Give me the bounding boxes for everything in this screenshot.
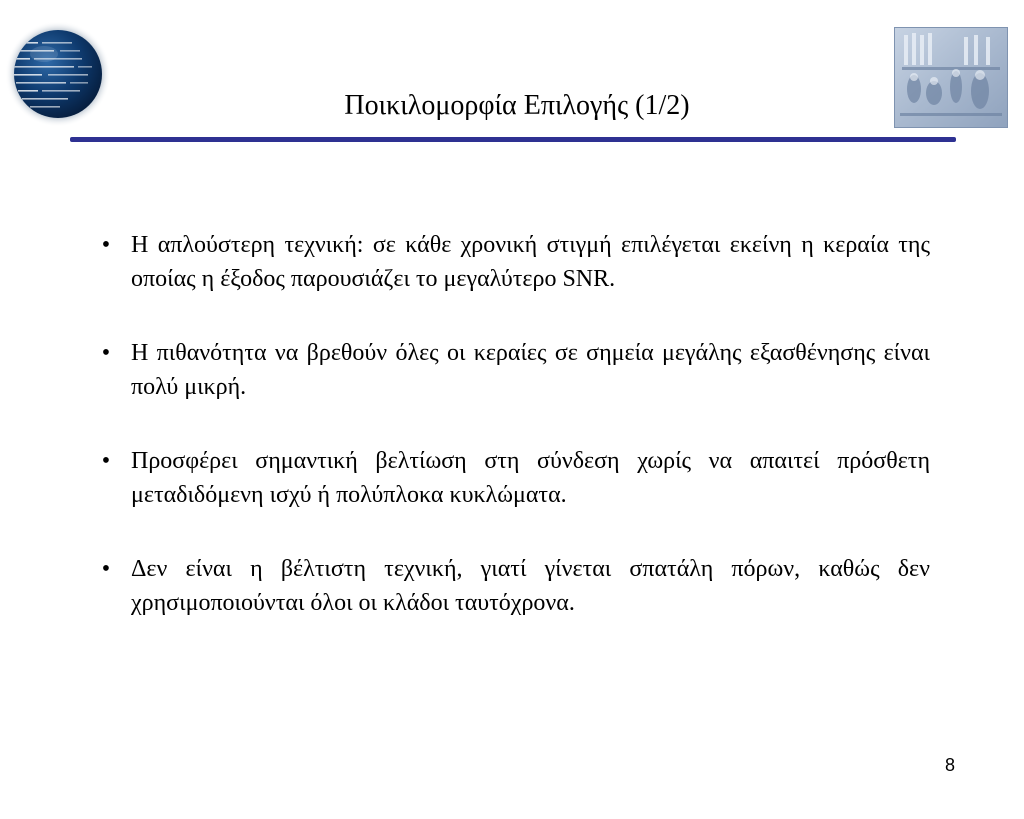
bullet-dot: • (101, 448, 111, 474)
bullet-dot: • (101, 340, 111, 366)
bullet-item (96, 336, 930, 404)
bullet-item (96, 552, 930, 620)
bullet-text: Προσφέρει σημαντική βελτίωση στη σύνδεση χωρίς να απαιτεί πρόσθετη μεταδιδόμενη ισχύ ή πολύπλοκα κυκλώματα. (131, 448, 930, 508)
bullet-dot: • (101, 556, 111, 582)
page-number: 8 (945, 755, 956, 775)
bullet-item (96, 444, 930, 512)
slide-title: Ποικιλομορφία Επιλογής (1/2) (344, 90, 690, 121)
bullet-dot: • (101, 232, 111, 258)
bullet-text: Η απλούστερη τεχνική: σε κάθε χρονική στιγμή επιλέγεται εκείνη η κεραία της οποίας η έξοδος παρουσιάζει το μεγαλύτερο SNR. (131, 232, 930, 292)
bullet-item (96, 228, 930, 296)
title-underline (70, 137, 956, 142)
bullet-list (96, 228, 930, 660)
bullet-text: Η πιθανότητα να βρεθούν όλες οι κεραίες σε σημεία μεγάλης εξασθένησης είναι πολύ μικρή. (131, 340, 930, 400)
bullet-text: Δεν είναι η βέλτιστη τεχνική, γιατί γίνεται σπατάλη πόρων, καθώς δεν χρησιμοποιούνται όλοι οι κλάδοι ταυτόχρονα. (131, 556, 930, 616)
